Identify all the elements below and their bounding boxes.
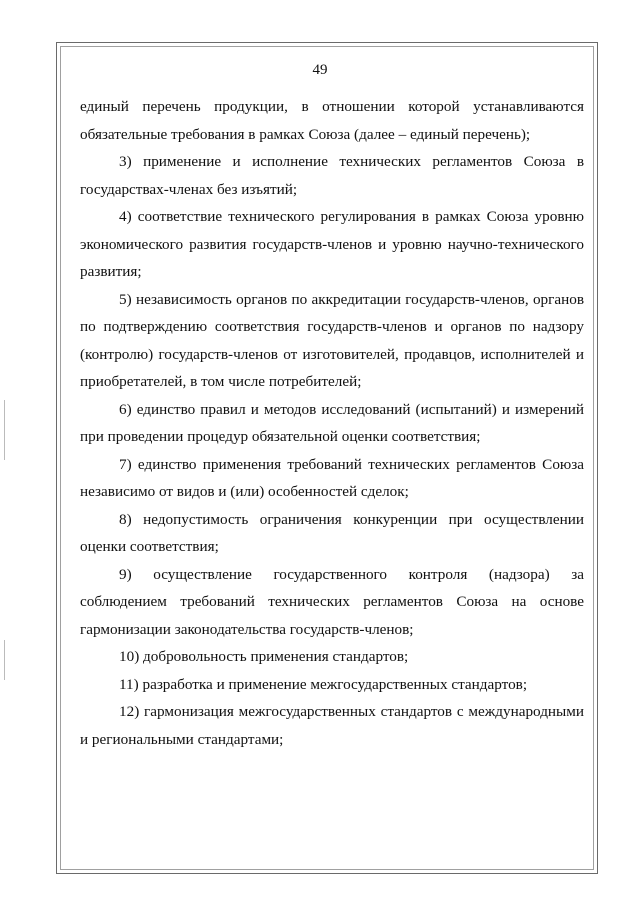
scan-margin-mark [4,640,5,680]
document-body [80,93,584,753]
list-item-5: 5) независимость органов по аккредитации государств-членов, органов по подтверждению соответствия государств-членов и органов по надзору (контролю) государств-членов от изготовителей, продавцов, исполнителей и приобретателей, в том числе потребителей; [80,290,584,390]
list-item-6: 6) единство правил и методов исследований (испытаний) и измерений при проведении процедур обязательной оценки соответствия; [80,400,584,445]
list-item-8: 8) недопустимость ограничения конкуренции при осуществлении оценки соответствия; [80,510,584,555]
list-item-4: 4) соответствие технического регулирования в рамках Союза уровню экономического развития государств-членов и уровню научно-технического развития; [80,208,584,280]
list-item-7: 7) единство применения требований технических регламентов Союза независимо от видов и (или) особенностей сделок; [80,455,584,500]
list-item-12: 12) гармонизация межгосударственных стандартов с международными и региональными стандартами; [80,703,584,748]
list-item-11: 11) разработка и применение межгосударственных стандартов; [119,675,528,693]
list-item-3: 3) применение и исполнение технических регламентов Союза в государствах-членах без изъятий; [80,153,584,198]
paragraph-continuation: единый перечень продукции, в отношении которой устанавливаются обязательные требования в рамках Союза (далее – единый перечень); [80,98,584,143]
list-item-10: 10) добровольность применения стандартов; [119,648,409,665]
list-item-9: 9) осуществление государственного контроля (надзора) за соблюдением требований технических регламентов Союза на основе гармонизации законодательства государств-членов; [80,565,584,638]
page-number: 49 [312,62,328,78]
scan-margin-mark [4,400,5,460]
